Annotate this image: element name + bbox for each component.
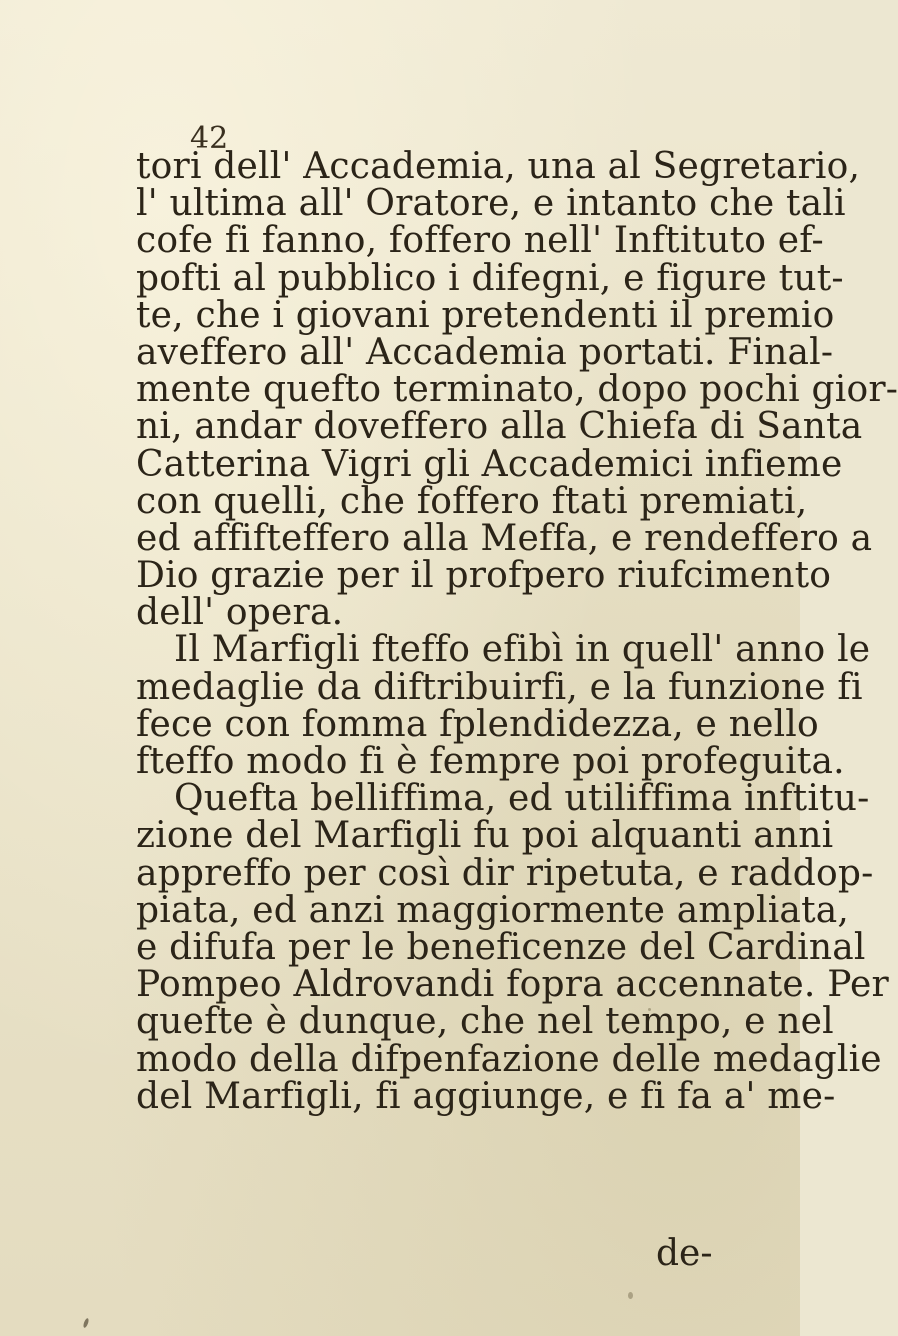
page-number: 42 (190, 121, 229, 156)
text-line: zione del Marfigli fu poi alquanti anni (136, 815, 834, 857)
text-line: modo della difpenfazione delle medaglie (136, 1038, 882, 1080)
text-line: quefte è dunque, che nel tempo, e nel (136, 1001, 834, 1043)
paper-spot (82, 1318, 89, 1329)
text-line: aveffero all' Accademia portati. Final- (136, 331, 834, 373)
text-line: medaglie da diftribuirfi, e la funzione fi (136, 666, 863, 708)
text-line: con quelli, che foffero ftati premiati, (136, 480, 808, 522)
text-line: fece con fomma fplendidezza, e nello (136, 703, 819, 745)
text-line: Dio grazie per il profpero riufcimento (136, 555, 832, 597)
text-line: cofe fi fanno, foffero nell' Inftituto ef- (136, 220, 824, 262)
text-line: pofti al pubblico i difegni, e figure tut- (136, 257, 844, 299)
text-line: appreffo per così dir ripetuta, e raddop- (136, 852, 874, 894)
paragraph-start-line: Il Marfigli fteffo efibì in quell' anno le (174, 629, 871, 671)
paragraph-start-line: Quefta belliffima, ed utiliffima inftitu- (174, 778, 870, 820)
text-line: Catterina Vigri gli Accademici infieme (136, 443, 843, 485)
paper-spot (648, 1008, 651, 1011)
text-line: te, che i giovani pretendenti il premio (136, 294, 835, 336)
catchword: de- (656, 1233, 713, 1274)
paragraph-end-line: fteffo modo fi è fempre poi profeguita. (136, 741, 845, 782)
text-line: Pompeo Aldrovandi fopra accennate. Per (136, 964, 889, 1006)
body-text (136, 146, 898, 1117)
paragraph-end-line: dell' opera. (136, 592, 344, 634)
text-line: e difufa per le beneficenze del Cardinal (136, 926, 866, 968)
text-line: l' ultima all' Oratore, e intanto che tali (136, 183, 846, 225)
paper-spot (628, 1292, 633, 1299)
text-line: ni, andar doveffero alla Chiefa di Santa (136, 406, 863, 448)
text-line: del Marfigli, fi aggiunge, e fi fa a' me- (136, 1075, 836, 1117)
text-line: piata, ed anzi maggiormente ampliata, (136, 889, 850, 931)
text-line: mente quefto terminato, dopo pochi gior- (136, 369, 898, 411)
text-line: tori dell' Accademia, una al Segretario, (136, 146, 861, 187)
text-line: ed affifteffero alla Meffa, e rendeffero a (136, 517, 873, 559)
